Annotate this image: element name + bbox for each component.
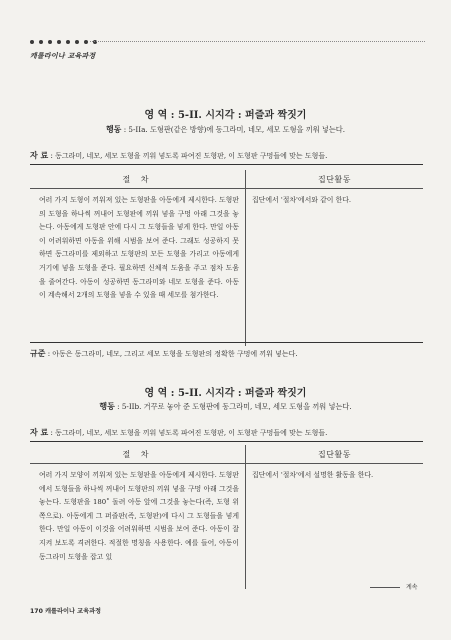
section1-bottom-rule [30, 342, 423, 343]
procedure-header: 절 차 [30, 170, 246, 189]
section1-materials: 자 료 : 동그라미, 네모, 세모 도형을 끼워 넣도록 파여진 도형판, 이 도형판 구멍들에 맞는 도형들. [30, 150, 423, 165]
section2-materials: 자 료 : 동그라미, 네모, 세모 도형을 끼워 넣도록 파여진 도형판, 이 도형판 구멍들에 맞는 도형들. [30, 427, 423, 442]
procedure-text: 여러 가지 도형이 끼워져 있는 도형판을 아동에게 제시한다. 도형판의 도형을 하나씩 꺼내어 도형판에 끼워 넣을 구멍 아래 그것을 놓는다. 아동에게 도형판 안에 다시 그 도형들을 넣게 한다. 만일 아동이 어려워하면 아동을 위해 시범을 보여 준다. 그래도 성공하지 못하면 동그라미를 제외하고 도형판의 모든 도형을 가리고 아동에게 거기에 넣을 도형을 준다. 필요하면 신체적 도움을 주고 점차 도움을 줄여간다. 아동이 성공하면 동그라미와 네모 도형을 준다. 아동이 계속해서 2개의 도형을 넣을 수 있을 때 세모를 첨가한다. [30, 189, 246, 347]
group-activity-header: 집단활동 [246, 170, 424, 189]
section1-procedure-table [30, 170, 423, 346]
header-dots [30, 40, 97, 44]
procedure-header: 절 차 [30, 445, 246, 464]
section1-goal: 규준 : 아동은 동그라미, 네모, 그리고 세모 도형을 도형판의 정확한 구멍에 끼워 넣는다. [30, 348, 298, 358]
page-footer [30, 606, 101, 615]
page-number: 170 [30, 608, 43, 615]
section2-domain: 영 역 : 5-II. 시지각 : 퍼즐과 짝짓기 [144, 388, 307, 399]
section1-behavior: 행동 : 5-IIa. 도형판(같은 방향)에 동그라미, 네모, 세모 도형을 끼워 넣는다. [105, 124, 346, 134]
section2-behavior: 행동 : 5-IIb. 거꾸로 놓아 준 도형판에 동그라미, 네모, 세모 도형을 끼워 넣는다. [99, 401, 352, 411]
continued-rule [370, 587, 400, 588]
group-activity-text: 집단에서 '절차'에서와 같이 한다. [252, 196, 352, 204]
procedure-text: 여러 가지 모양이 끼워져 있는 도형판을 아동에게 제시한다. 도형판에서 도형들을 하나씩 꺼내어 도형판의 끼워 넣을 구멍 아래 그것을 놓는다. 도형판을 180˚ 돌려 아동 앞에 그것을 놓는다(즉, 도형 위쪽으로). 아동에게 그 퍼즐판(즉, 도형판)에 다시 그 도형들을 넣게 한다. 만일 아동이 이것을 어려워하면 시범을 보여 준다. 아동이 잘 지켜 보도록 격려한다. 적절한 명칭을 사용한다. 예를 들어, 아동이 동그라미 도형을 잡고 있 [30, 464, 246, 590]
continued-label: 계속 [406, 584, 418, 591]
group-activity-text: 집단에서 '절차'에서 설명한 활동을 한다. [252, 471, 374, 479]
section1-domain: 영 역 : 5-II. 시지각 : 퍼즐과 짝짓기 [144, 110, 307, 121]
section2-procedure-table [30, 445, 423, 589]
header-dotted-rule [90, 41, 425, 42]
header-title: 캐롤라이나 교육과정 [30, 52, 96, 60]
group-activity-header: 집단활동 [246, 445, 424, 464]
footer-book-title: 캐롤라이나 교육과정 [45, 608, 102, 615]
